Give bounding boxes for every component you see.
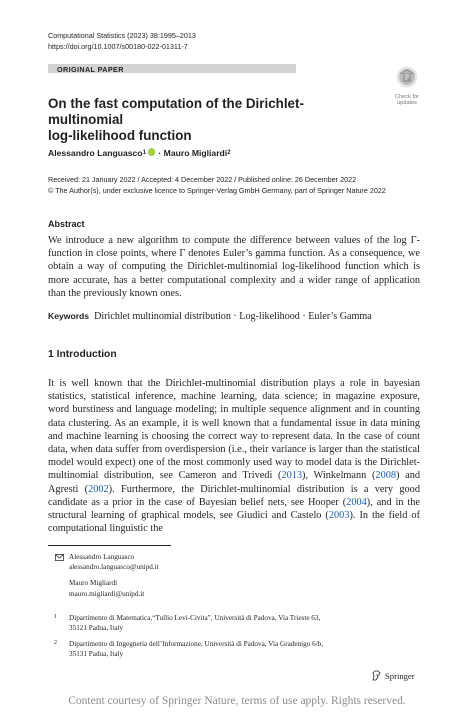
author-name[interactable]: Alessandro Languasco — [48, 148, 143, 158]
doi-link[interactable]: https://doi.org/10.1007/s00180-022-01311-7 — [48, 41, 188, 51]
orcid-icon[interactable] — [148, 148, 156, 156]
affiliation-1: Dipartimento di Matematica,“Tullio Levi-Civita”, Università di Padova, Via Trieste 63, 35121 Padua, Italy — [69, 614, 321, 633]
journal-citation: Computational Statistics (2023) 38:1995–2013 — [48, 31, 196, 40]
article-type-label: ORIGINAL PAPER — [57, 64, 124, 74]
courtesy-notice: Content courtesy of Springer Nature, terms of use apply. Rights reserved. — [68, 695, 406, 707]
author-list: Alessandro Languasco 1 · Mauro Migliardi 2 — [48, 148, 231, 158]
introduction-text: It is well known that the Dirichlet-multinomial distribution plays a role in bayesian statistics, statistical inference, machine learning, data science; in magazine exposure, word burstiness and language modeling; in multiple sequence alignment and in counting data clustering. As an example, it is well known that a fundamental issue in data mining and machine learning is choosing the correct way to represent data. In the case of count data, when data suffer from overdispersion (i.e., their variance is larger than the statistical model would expect) one of the most commonly used way to model data is the Dirichlet-multinomial distribution, see Cameron and Trivedi (2013), Winkelmann (2008) and Agresti (2002). Furthermore, the Dirichlet-multinomial distribution is a very good candidate as a prior in the case of Bayesian belief nets, see Hooper (2004), and in the structural learning of graphical models, see Giudici and Castelo (2003). In the field of computational linguistic the — [48, 378, 421, 535]
publication-history — [48, 175, 428, 196]
author-name[interactable]: Mauro Migliardi — [163, 148, 228, 158]
section-heading: 1 Introduction — [48, 349, 117, 360]
history-dates: Received: 21 January 2022 / Accepted: 4 December 2022 / Published online: 26 December 2022 — [48, 175, 357, 184]
footnote-number: 2 — [54, 640, 57, 646]
author-separator: · — [158, 148, 162, 158]
check-for-updates-icon — [396, 66, 418, 88]
footnote-divider — [48, 545, 171, 546]
check-for-updates-text: Check for updates — [395, 94, 419, 106]
publisher-logo — [371, 670, 415, 681]
check-for-updates-badge[interactable] — [391, 66, 423, 106]
article-title: On the fast computation of the Dirichlet-multinomial log-likelihood function — [48, 96, 304, 143]
citation-link[interactable]: 2003 — [328, 510, 350, 522]
journal-header — [48, 31, 196, 52]
keywords-text: Dirichlet multinomial distribution · Log-likelihood · Euler’s Gamma — [94, 311, 372, 322]
springer-horse-icon — [371, 670, 382, 681]
contact-name: Mauro Migliardi — [69, 579, 118, 588]
citation-link[interactable]: 2013 — [281, 470, 303, 482]
contact-name: Alessandro Languasco — [69, 553, 135, 561]
publisher-name: Springer — [385, 670, 415, 681]
envelope-icon — [55, 554, 64, 561]
contact-email[interactable]: alessandro.languasco@unipd.it — [69, 563, 159, 572]
keywords — [48, 311, 420, 322]
citation-link[interactable]: 2008 — [375, 470, 397, 482]
citation-link[interactable]: 2002 — [88, 483, 109, 495]
citation-link[interactable]: 2004 — [346, 496, 367, 508]
abstract-text: We introduce a new algorithm to compute the difference between values of the log Γ-function in close points, where Γ denotes Euler’s gamma function. As a consequence, we obtain a way of computing the Dirichlet-multinomial log-likelihood function which is more accurate, has a better computational complexity and a wider range of application than the previously known ones. — [48, 235, 420, 299]
abstract-heading: Abstract — [48, 219, 85, 229]
affiliation-2: Dipartimento di Ingegneria dell’Informazione, Università di Padova, Via Gradenigo 6/b, 35131 Padua, Italy — [69, 640, 324, 659]
contact-email[interactable]: mauro.migliardi@unipd.it — [69, 589, 145, 598]
footnote-number: 1 — [54, 614, 57, 620]
copyright-notice: © The Author(s), under exclusive licence to Springer-Verlag GmbH Germany, part of Springer Nature 2022 — [48, 185, 386, 195]
corresponding-contacts — [69, 552, 159, 599]
keywords-label: Keywords — [48, 311, 90, 321]
